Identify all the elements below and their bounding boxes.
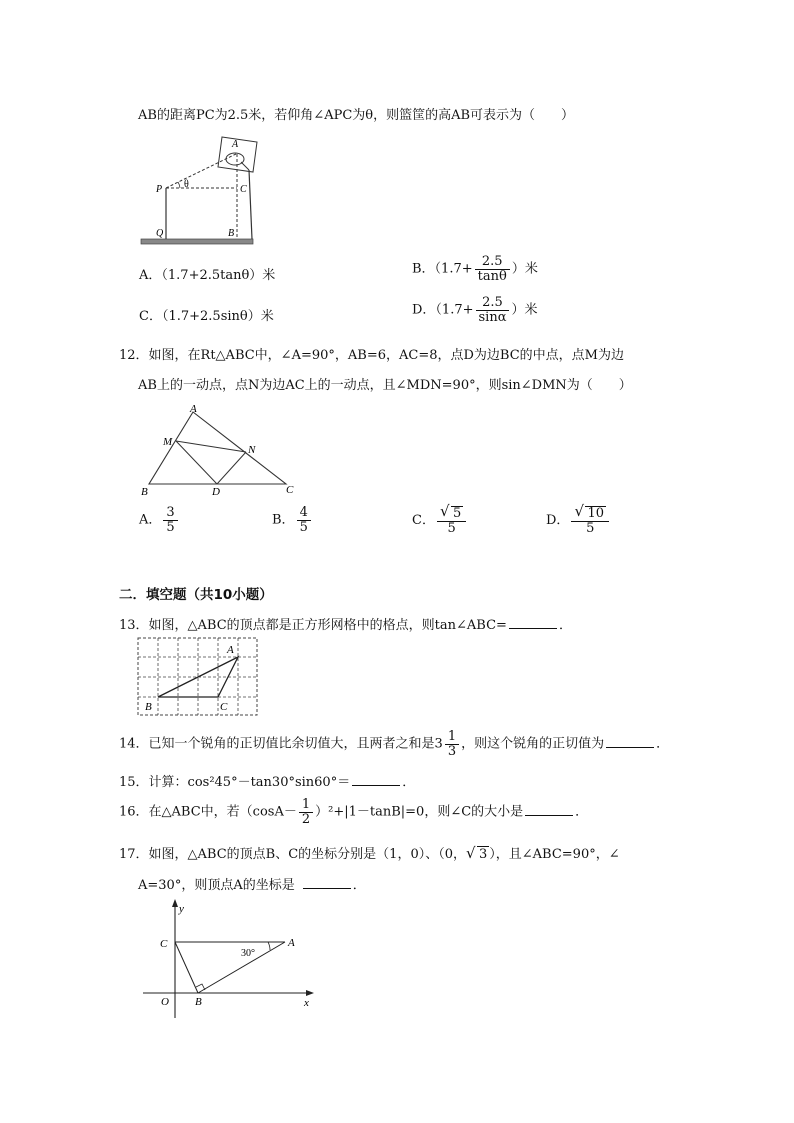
radicand: 5: [452, 506, 462, 521]
q12-text-line-1: 12．如图，在Rt△ABC中，∠A=90°，AB=6，AC=8，点D为边BC的中点，点M为边: [119, 348, 624, 363]
denominator: 3: [447, 743, 457, 759]
q11-figure-basketball: [136, 132, 260, 248]
option-b-label: B．: [272, 512, 295, 528]
q12-option-b[interactable]: [272, 506, 313, 534]
fig-label-theta: θ: [184, 179, 189, 190]
numerator: [571, 502, 609, 522]
sqrt: √ 5: [439, 502, 462, 521]
fraction: [163, 506, 177, 534]
option-b-suffix: ）米: [511, 261, 538, 277]
numerator: 3: [163, 506, 177, 521]
numerator: 4: [297, 506, 311, 521]
q14-question-start: 14．已知一个锐角的正切值比余切值大，且两者之和是: [119, 736, 435, 752]
option-d-suffix: ）米: [511, 302, 538, 318]
sqrt: √ 3: [465, 844, 488, 862]
q12-text-line-2: AB上的一动点，点N为边AC上的一动点，且∠MDN=90°，则sin∠DMN为（ ）: [138, 378, 632, 393]
q14-question-end: ，则这个锐角的正切值为: [461, 736, 605, 752]
q12-option-c[interactable]: [412, 502, 468, 536]
radicand: 10: [587, 506, 604, 521]
q17-text-line-1: [119, 843, 620, 862]
q12-option-d[interactable]: [546, 502, 611, 536]
fig-label-c: C: [240, 184, 247, 195]
q11-option-c[interactable]: C．（1.7+2.5sinθ）米: [139, 309, 274, 324]
fraction: [299, 798, 313, 826]
fig-label-q: Q: [156, 228, 164, 239]
fraction: [297, 506, 311, 534]
numerator: [437, 502, 466, 522]
q14-text: [119, 730, 669, 758]
fig-label-b: B: [228, 228, 235, 239]
fig-label-d: D: [212, 486, 220, 498]
fig-label-b: B: [145, 701, 152, 713]
axis-label-x: x: [304, 997, 309, 1009]
q16-text: [119, 798, 588, 826]
fig-label-c: C: [286, 484, 294, 496]
q11-option-a[interactable]: A．（1.7+2.5tanθ）米: [139, 268, 276, 283]
q13-figure-grid: [137, 637, 259, 717]
fig-label-a: A: [190, 403, 197, 415]
fig-label-n: N: [248, 444, 256, 456]
fig-label-m: M: [163, 436, 173, 448]
fig-label-a: A: [227, 644, 234, 656]
fraction: [437, 502, 466, 536]
denominator: 5: [586, 520, 595, 536]
denominator: 2: [301, 811, 311, 827]
sqrt: √ 10: [574, 502, 604, 521]
option-a-label: A．: [139, 512, 162, 528]
q14-end: ．: [656, 736, 670, 752]
fig-angle-label: 30°: [241, 948, 255, 959]
fraction: [476, 296, 510, 324]
q16-question-start: 16．在△ABC中，若（cosA－: [119, 804, 297, 820]
answer-blank[interactable]: [352, 773, 400, 786]
q17-question-start: 17．如图，△ABC的顶点B、C的坐标分别是（1，0）、（0，: [119, 847, 466, 862]
numerator: 2.5: [476, 296, 510, 311]
q17-question-cont: ），且∠ABC=90°，∠: [489, 847, 620, 862]
denominator: 5: [447, 520, 456, 536]
option-c-label: C．: [412, 513, 435, 529]
denominator: 5: [299, 519, 308, 535]
q17-end: ．: [352, 878, 366, 893]
answer-blank[interactable]: [525, 803, 573, 816]
q16-end: ．: [575, 804, 589, 820]
fig-label-c: C: [220, 701, 228, 713]
q17-figure-coordinate: [140, 898, 318, 1022]
q15-text: [119, 771, 415, 790]
option-d-prefix: D．（1.7+: [412, 302, 474, 318]
q11-option-b[interactable]: [412, 255, 538, 283]
answer-blank[interactable]: [606, 735, 654, 748]
fig-label-o: O: [161, 996, 169, 1008]
answer-blank[interactable]: [509, 616, 557, 629]
q17-text-line-2: [138, 874, 366, 893]
numerator: 1: [445, 730, 459, 745]
option-d-label: D．: [546, 513, 570, 529]
denominator: sinα: [478, 309, 507, 325]
fraction: [445, 730, 459, 758]
denominator: 5: [166, 519, 175, 535]
q13-question: 13．如图，△ABC的顶点都是正方形网格中的格点，则tan∠ABC=: [119, 618, 507, 633]
q15-end: ．: [402, 775, 416, 790]
fig-label-c: C: [160, 938, 168, 950]
q15-question: 15．计算：cos²45°－tan30°sin60°＝: [119, 775, 351, 790]
answer-blank[interactable]: [303, 876, 351, 889]
fraction: [571, 502, 609, 536]
mixed-whole: 3: [434, 736, 443, 752]
numerator: 2.5: [475, 255, 510, 270]
q12-figure-triangle: [136, 400, 304, 500]
fig-label-b: B: [195, 996, 202, 1008]
fig-label-a: A: [232, 139, 239, 150]
q12-option-a[interactable]: [139, 506, 180, 534]
ground-bar: [141, 239, 253, 244]
fig-label-a: A: [288, 937, 295, 949]
axis-label-y: y: [179, 903, 184, 915]
q11-text-line: AB的距离PC为2.5米，若仰角∠APC为θ，则篮筐的高AB可表示为（ ）: [138, 108, 575, 123]
q17-question-end: A=30°，则顶点A的坐标是: [138, 878, 295, 893]
q13-text: [119, 614, 572, 633]
fig-label-b: B: [141, 486, 148, 498]
radicand: 3: [478, 847, 488, 862]
q11-option-d[interactable]: [412, 296, 538, 324]
fig-label-p: P: [156, 184, 163, 195]
section-heading: 二．填空题（共10小题）: [119, 587, 273, 603]
q13-end: ．: [558, 618, 572, 633]
fraction: [475, 255, 510, 283]
q16-question-end: ）²+|1－tanB|=0，则∠C的大小是: [315, 804, 524, 820]
denominator: tanθ: [477, 268, 507, 284]
option-b-prefix: B．（1.7+: [412, 261, 473, 277]
numerator: 1: [299, 798, 313, 813]
